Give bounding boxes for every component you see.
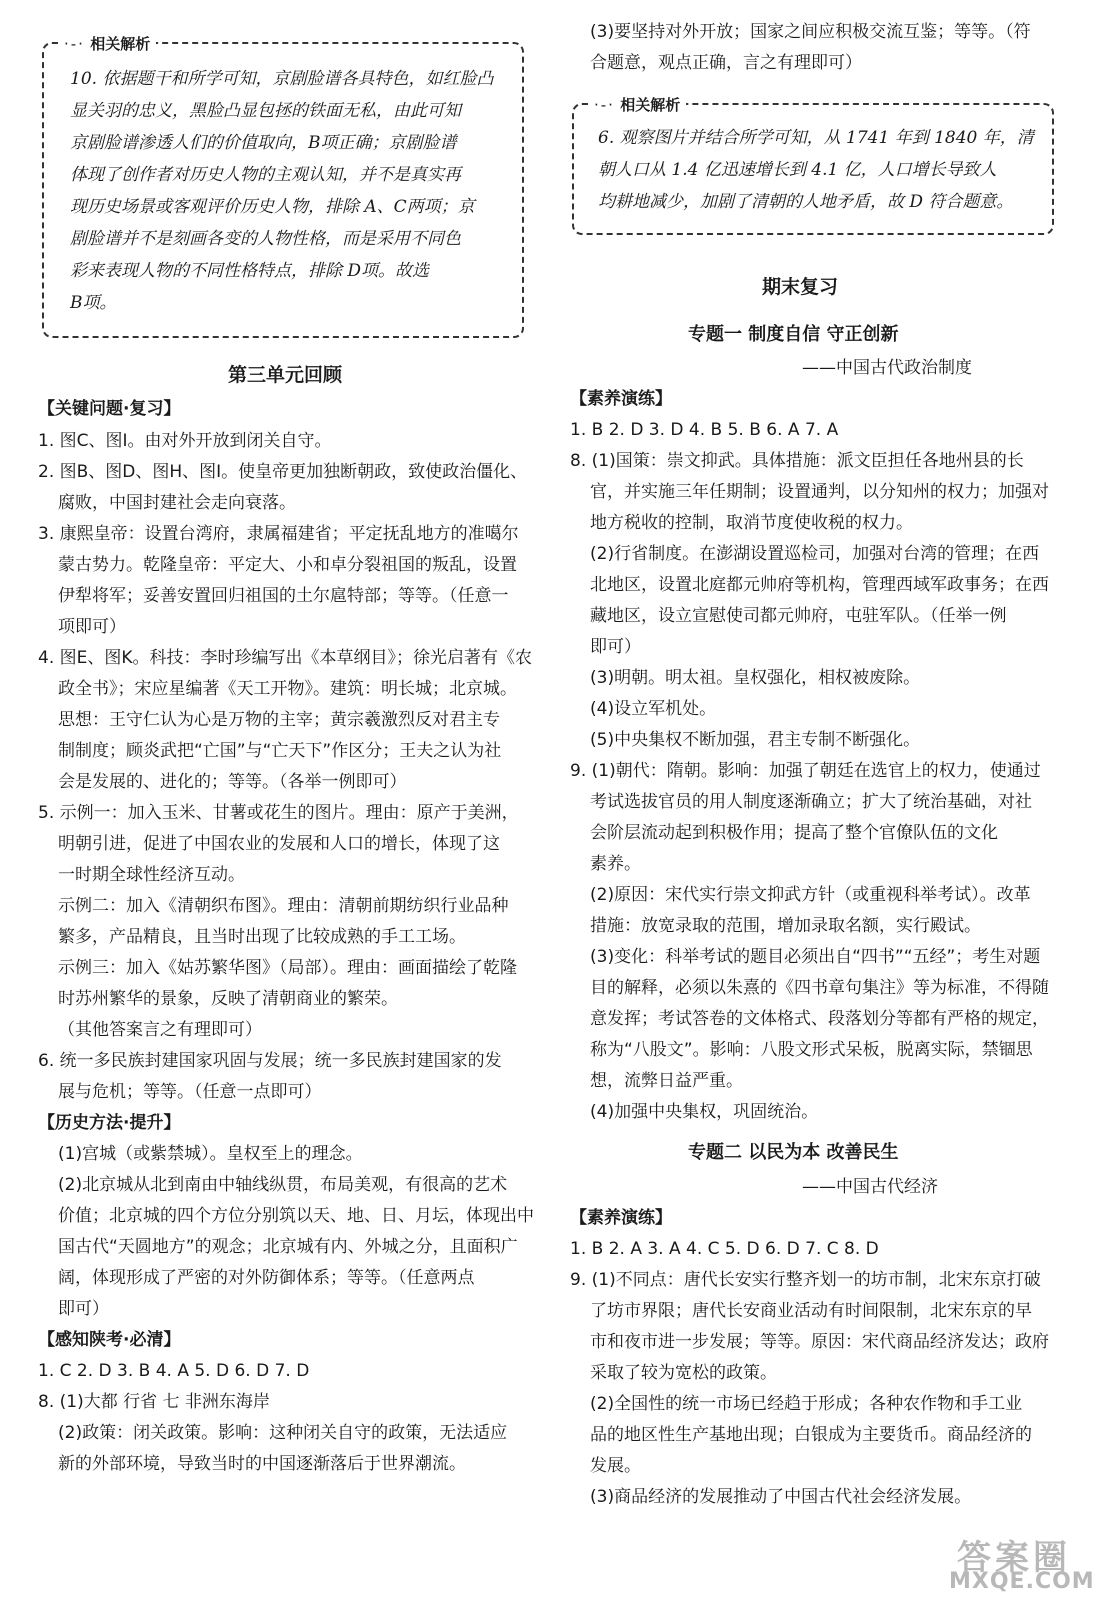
- answer-line: 1. B 2. A 3. A 4. C 5. D 6. D 7. C 8. D: [570, 1239, 879, 1259]
- answer-line: 藏地区，设立宣慰使司都元帅府，屯驻军队。（任举一例: [590, 606, 1007, 626]
- answer-line: 明朝引进，促进了中国农业的发展和人口的增长，体现了这: [58, 834, 500, 854]
- analysis-box-title: ·-· 相关解析: [58, 33, 156, 54]
- analysis-line: 10. 依据题干和所学可知，京剧脸谱各具特色，如红脸凸: [70, 69, 494, 89]
- answer-line: (3)要坚持对外开放；国家之间应积极交流互鉴；等等。（符: [590, 22, 1031, 42]
- watermark-text-bottom: MXQE.COM: [949, 1569, 1095, 1594]
- answer-line: 想，流弊日益严重。: [590, 1071, 743, 1091]
- answer-line: 思想：王守仁认为心是万物的主宰；黄宗羲激烈反对君主专: [58, 710, 500, 730]
- analysis-line: 6. 观察图片并结合所学可知，从 1741 年到 1840 年，清: [598, 128, 1034, 148]
- analysis-title-text: 相关解析: [620, 96, 681, 114]
- answer-line: 目的解释，必须以朱熹的《四书章句集注》等为标准，不得随: [590, 978, 1049, 998]
- answer-line: (4)加强中央集权，巩固统治。: [590, 1102, 819, 1122]
- answer-line: 即可）: [590, 637, 641, 657]
- analysis-line: B项。: [70, 293, 117, 313]
- analysis-box-title: ·-· 相关解析: [588, 94, 686, 115]
- answer-line: 项即可）: [58, 617, 126, 637]
- topic-one-title: 专题一 制度自信 守正创新: [688, 324, 899, 345]
- answer-line: 市和夜市进一步发展；等等。原因：宋代商品经济发达；政府: [590, 1332, 1049, 1352]
- answer-line: 价值；北京城的四个方位分别筑以天、地、日、月坛，体现出中: [58, 1206, 534, 1226]
- analysis-title-text: 相关解析: [90, 35, 151, 53]
- answer-line: 1. B 2. D 3. D 4. B 5. B 6. A 7. A: [570, 420, 839, 440]
- answer-line: 措施：放宽录取的范围，增加录取名额，实行殿试。: [590, 916, 981, 936]
- answer-line: (3)商品经济的发展推动了中国古代社会经济发展。: [590, 1487, 972, 1507]
- analysis-line: 朝人口从 1.4 亿迅速增长到 4.1 亿，人口增长导致人: [598, 160, 997, 180]
- answer-line: (1)宫城（或紫禁城）。皇权至上的理念。: [58, 1144, 363, 1164]
- answer-line: 称为“八股文”。影响：八股文形式呆板，脱离实际，禁锢思: [590, 1040, 1033, 1060]
- answer-line: (3)变化：科举考试的题目必须出自“四书”“五经”；考生对题: [590, 947, 1041, 967]
- topic-one-subtitle: ——中国古代政治制度: [802, 358, 972, 378]
- answer-line: 发展。: [590, 1456, 641, 1476]
- section-label: 【关键问题·复习】: [38, 399, 181, 419]
- answer-line: 一时期全球性经济互动。: [58, 865, 245, 885]
- answer-line: (2)原因：宋代实行崇文抑武方针（或重视科举考试）。改革: [590, 885, 1031, 905]
- answer-line: 蒙古势力。乾隆皇帝：平定大、小和卓分裂祖国的叛乱，设置: [58, 555, 517, 575]
- topic-two-subtitle: ——中国古代经济: [802, 1177, 938, 1197]
- review-title: 期末复习: [762, 276, 839, 298]
- section-label: 【感知陕考·必清】: [38, 1330, 181, 1350]
- analysis-line: 显关羽的忠义，黑脸凸显包拯的铁面无私，由此可知: [70, 101, 461, 121]
- answer-line: 2. 图B、图D、图H、图I。使皇帝更加独断朝政，致使政治僵化、: [38, 462, 528, 482]
- answer-line: (2)全国性的统一市场已经趋于形成；各种农作物和手工业: [590, 1394, 1023, 1414]
- topic-two-title: 专题二 以民为本 改善民生: [688, 1142, 899, 1163]
- analysis-line: 均耕地减少，加剧了清朝的人地矛盾，故 D 符合题意。: [598, 192, 1014, 212]
- answer-line: 采取了较为宽松的政策。: [590, 1363, 777, 1383]
- analysis-line: 剧脸谱并不是刻画各变的人物性格，而是采用不同色: [70, 229, 461, 249]
- answer-line: (5)中央集权不断加强，君主专制不断强化。: [590, 730, 921, 750]
- answer-line: 9. (1)朝代：隋朝。影响：加强了朝廷在选官上的权力，使通过: [570, 761, 1041, 781]
- answer-line: 会是发展的、进化的；等等。（各举一例即可）: [58, 772, 407, 792]
- answer-line: 8. (1)国策：崇文抑武。具体措施：派文臣担任各地州县的长: [570, 451, 1024, 471]
- analysis-line: 京剧脸谱渗透人们的价值取向，B项正确；京剧脸谱: [70, 133, 457, 153]
- answer-line: 北地区，设置北庭都元帅府等机构，管理西域军政事务；在西: [590, 575, 1049, 595]
- unit-title: 第三单元回顾: [228, 364, 343, 386]
- answer-line: 意发挥；考试答卷的文体格式、段落划分等都有严格的规定，: [590, 1009, 1049, 1029]
- answer-line: 时苏州繁华的景象，反映了清朝商业的繁荣。: [58, 989, 398, 1009]
- analysis-line: 彩来表现人物的不同性格特点，排除 D项。故选: [70, 261, 430, 281]
- answer-line: 官，并实施三年任期制；设置通判，以分知州的权力；加强对: [590, 482, 1049, 502]
- analysis-line: 现历史场景或客观评价历史人物，排除 A、C两项；京: [70, 197, 475, 217]
- answer-line: (2)政策：闭关政策。影响：这种闭关自守的政策，无法适应: [58, 1423, 508, 1443]
- answer-line: (2)行省制度。在澎湖设置巡检司，加强对台湾的管理；在西: [590, 544, 1040, 564]
- answer-line: 制制度；顾炎武把“亡国”与“亡天下”作区分；王夫之认为社: [58, 741, 502, 761]
- answer-line: 国古代“天圆地方”的观念；北京城有内、外城之分，且面积广: [58, 1237, 518, 1257]
- section-label: 【素养演练】: [570, 389, 672, 409]
- answer-line: 伊犁将军；妥善安置回归祖国的土尔扈特部；等等。（任意一: [58, 586, 509, 606]
- answer-line: 6. 统一多民族封建国家巩固与发展；统一多民族封建国家的发: [38, 1051, 502, 1071]
- answer-line: 即可）: [58, 1299, 109, 1319]
- answer-line: 腐败，中国封建社会走向衰落。: [58, 493, 296, 513]
- section-label: 【历史方法·提升】: [38, 1113, 181, 1133]
- site-watermark: [945, 1526, 1095, 1598]
- answer-line: 示例二：加入《清朝织布图》。理由：清朝前期纺织行业品种: [58, 896, 509, 916]
- watermark-text-top: 答案圈: [957, 1538, 1071, 1578]
- answer-line: (2)北京城从北到南由中轴线纵贯，布局美观，有很高的艺术: [58, 1175, 508, 1195]
- answer-line: 展与危机；等等。（任意一点即可）: [58, 1082, 322, 1102]
- answer-line: 素养。: [590, 854, 641, 874]
- answer-line: 考试选拔官员的用人制度逐渐确立；扩大了统治基础，对社: [590, 792, 1032, 812]
- section-label: 【素养演练】: [570, 1208, 672, 1228]
- answer-line: 示例三：加入《姑苏繁华图》（局部）。理由：画面描绘了乾隆: [58, 958, 517, 978]
- answer-line: (3)明朝。明太祖。皇权强化，相权被废除。: [590, 668, 921, 688]
- answer-line: 了坊市界限；唐代长安商业活动有时间限制，北宋东京的早: [590, 1301, 1032, 1321]
- answer-line: 政全书》；宋应星编著《天工开物》。建筑：明长城；北京城。: [58, 679, 517, 699]
- answer-line: 8. (1)大都 行省 七 非洲东海岸: [38, 1392, 270, 1412]
- answer-line: 会阶层流动起到积极作用；提高了整个官僚队伍的文化: [590, 823, 998, 843]
- answer-line: 阔，体现形成了严密的对外防御体系；等等。（任意两点: [58, 1268, 475, 1288]
- answer-line: 3. 康熙皇帝：设置台湾府，隶属福建省；平定抚乱地方的准噶尔: [38, 524, 519, 544]
- answer-line: （其他答案言之有理即可）: [58, 1020, 262, 1040]
- analysis-line: 体现了创作者对历史人物的主观认知，并不是真实再: [70, 165, 461, 185]
- answer-line: 4. 图E、图K。科技：李时珍编写出《本草纲目》；徐光启著有《农: [38, 648, 533, 668]
- answer-line: 1. C 2. D 3. B 4. A 5. D 6. D 7. D: [38, 1361, 310, 1381]
- answer-line: 1. 图C、图I。由对外开放到闭关自守。: [38, 431, 332, 451]
- answer-line: 新的外部环境，导致当时的中国逐渐落后于世界潮流。: [58, 1454, 466, 1474]
- answer-line: 地方税收的控制，取消节度使收税的权力。: [590, 513, 913, 533]
- answer-line: 5. 示例一：加入玉米、甘薯或花生的图片。理由：原产于美洲，: [38, 803, 519, 823]
- answer-line: 繁多，产品精良，且当时出现了比较成熟的手工工场。: [58, 927, 466, 947]
- answer-line: 合题意，观点正确，言之有理即可）: [590, 53, 862, 73]
- answer-line: (4)设立军机处。: [590, 699, 717, 719]
- answer-line: 品的地区性生产基地出现；白银成为主要货币。商品经济的: [590, 1425, 1032, 1445]
- answer-line: 9. (1)不同点：唐代长安实行整齐划一的坊市制，北宋东京打破: [570, 1270, 1041, 1290]
